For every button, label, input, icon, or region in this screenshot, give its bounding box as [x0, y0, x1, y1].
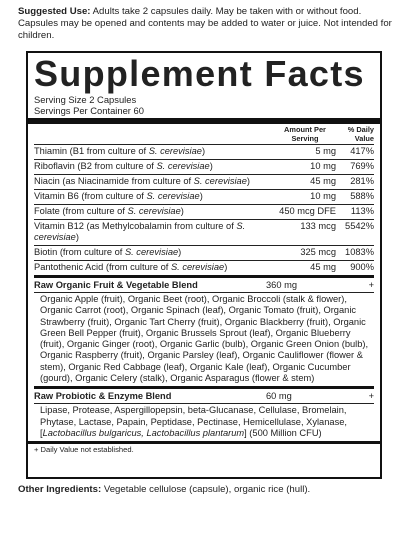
nutrient-row [34, 159, 374, 174]
nutrient-table [34, 144, 374, 275]
nutrient-daily-value: 5542% [345, 221, 374, 231]
nutrient-daily-value: 769% [350, 161, 374, 171]
serving-size: Serving Size 2 Capsules [34, 94, 137, 105]
suggested-use [18, 6, 400, 43]
other-ingredients-label: Other Ingredients: [18, 484, 102, 495]
nutrient-daily-value: 281% [350, 176, 374, 186]
nutrient-name: Vitamin B12 (as Methylcobalamin from culture of S. cerevisiae) [34, 221, 246, 242]
nutrient-row [34, 189, 374, 204]
nutrient-daily-value: 900% [350, 262, 374, 272]
nutrient-amount: 45 mg [310, 176, 336, 186]
probiotic-enzyme-blend-row [34, 386, 374, 403]
nutrient-amount: 45 mg [310, 262, 336, 272]
nutrient-row [34, 245, 374, 260]
blend-amount: 360 mg [266, 280, 298, 290]
blend-name: Raw Organic Fruit & Vegetable Blend [34, 280, 198, 290]
supplement-facts-panel [26, 51, 382, 479]
suggested-use-label: Suggested Use: [18, 6, 91, 17]
probiotic-enzyme-blend-ingredients [34, 403, 374, 441]
nutrient-daily-value: 588% [350, 191, 374, 201]
probiotic-strains: Lactobacillus bulgaricus, Lactobacillus plantarum [42, 427, 245, 438]
daily-value-header: % Daily Value [347, 125, 374, 143]
nutrient-amount: 450 mcg DFE [279, 206, 336, 216]
nutrient-row [34, 219, 374, 245]
nutrient-name: Biotin (from culture of S. cerevisiae) [34, 247, 182, 257]
nutrient-daily-value: 1083% [345, 247, 374, 257]
amount-per-serving-header: Amount Per Serving [284, 125, 326, 143]
blend-amount: 60 mg [266, 391, 292, 402]
nutrient-amount: 5 mg [315, 146, 336, 156]
nutrient-name: Folate (from culture of S. cerevisiae) [34, 206, 184, 216]
other-ingredients [18, 484, 310, 496]
nutrient-name: Niacin (as Niacinamide from culture of S. cerevisiae) [34, 176, 250, 186]
blend-dv: + [368, 280, 374, 290]
panel-title: Supplement Facts [34, 53, 365, 94]
nutrient-name: Vitamin B6 (from culture of S. cerevisiae) [34, 191, 203, 201]
nutrient-amount: 133 mcg [300, 221, 336, 231]
nutrient-row [34, 260, 374, 275]
nutrient-name: Thiamin (B1 from culture of S. cerevisiae) [34, 146, 206, 156]
nutrient-name: Riboflavin (B2 from culture of S. cerevisiae) [34, 161, 213, 171]
nutrient-row [34, 174, 374, 189]
nutrient-amount: 10 mg [310, 161, 336, 171]
nutrient-row [34, 204, 374, 219]
fruit-vegetable-blend-ingredients: Organic Apple (fruit), Organic Beet (root), Organic Broccoli (stalk & flower), Organic Carrot (root), Organic Spinach (leaf), Organic Tomato (fruit), Organic Strawberry (fruit), Organic Tart Cherry (fruit), Organic Blackberry (fruit), Organic Green Bell Pepper (fruit), Organic Brussels Sprout (leaf), Organic Blueberry (fruit), Organic Ginger (root), Organic Garlic (bulb), Organic Green Onion (bulb), Organic Raspberry (fruit), Organic Parsley (leaf), Organic Cauliflower (flower & stem), Organic Red Cabbage (leaf), Organic Kale (leaf), Organic Cucumber (gourd), Organic Celery (stalk), Organic Asparagus (flower & stem) [34, 292, 374, 386]
nutrient-amount: 325 mcg [300, 247, 336, 257]
nutrient-amount: 10 mg [310, 191, 336, 201]
nutrient-daily-value: 417% [350, 146, 374, 156]
other-ingredients-text: Vegetable cellulose (capsule), organic rice (hull). [101, 484, 311, 495]
blend-name: Raw Probiotic & Enzyme Blend [34, 391, 172, 402]
servings-per-container: Servings Per Container 60 [34, 105, 144, 116]
suggested-use-text: Adults take 2 capsules daily. May be taken with or without food. Capsules may be opened and contents may be added to water or juice. Not intended for children. [18, 6, 392, 42]
footnote: + Daily Value not established. [28, 441, 380, 455]
fruit-vegetable-blend-row [34, 275, 374, 292]
nutrient-name: Pantothenic Acid (from culture of S. cerevisiae) [34, 262, 228, 272]
column-header [34, 124, 374, 144]
ingredients-text: Lipase, Protease, Aspergillopepsin, beta-Glucanase, Cellulase, Bromelain, Phytase, Lactase, Papain, Peptidase, Pectinase, Hemicellulase, Xylanase, [ [40, 405, 347, 438]
nutrient-daily-value: 113% [350, 206, 374, 216]
ingredients-cfu: ] (500 Million CFU) [244, 427, 322, 438]
nutrient-row [34, 144, 374, 159]
blend-dv: + [368, 391, 374, 402]
